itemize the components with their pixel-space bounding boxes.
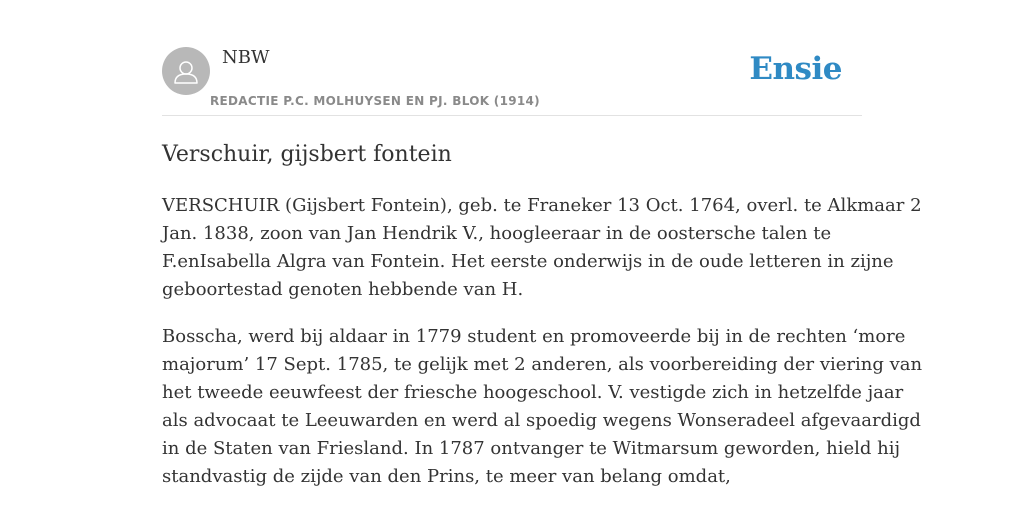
text-line: F.enIsabella Algra van Fontein. Het eerste onderwijs in de oude letteren in zijne — [162, 251, 894, 272]
article-paragraph — [162, 323, 923, 491]
text-line: als advocaat te Leeuwarden en werd al spoedig wegens Wonseradeel afgevaardigd — [162, 410, 921, 431]
text-line: het tweede eeuwfeest der friesche hoogeschool. V. vestigde zich in hetzelfde jaar — [162, 382, 904, 403]
text-line: geboortestad genoten hebbende van H. — [162, 279, 524, 300]
avatar — [162, 47, 210, 95]
text-line: in de Staten van Friesland. In 1787 ontvanger te Witmarsum geworden, hield hij — [162, 438, 901, 459]
user-icon — [162, 47, 210, 95]
brand-logo[interactable]: Ensie — [749, 51, 842, 87]
text-line: Bosscha, werd bij aldaar in 1779 student en promoveerde bij in de rechten ‘more — [162, 326, 906, 347]
source-name: NBW — [222, 47, 270, 68]
article-body — [162, 192, 923, 510]
header-divider — [162, 115, 862, 116]
text-line: Jan. 1838, zoon van Jan Hendrik V., hoogleeraar in de oostersche talen te — [162, 223, 832, 244]
text-line: VERSCHUIR (Gijsbert Fontein), geb. te Franeker 13 Oct. 1764, overl. te Alkmaar 2 — [162, 195, 922, 216]
source-subtitle: REDACTIE P.C. MOLHUYSEN EN PJ. BLOK (1914) — [210, 94, 540, 108]
article-paragraph — [162, 192, 922, 304]
page-title: Verschuir, gijsbert fontein — [162, 142, 452, 167]
text-line: majorum’ 17 Sept. 1785, te gelijk met 2 anderen, als voorbereiding der viering van — [162, 354, 923, 375]
text-line: standvastig de zijde van den Prins, te meer van belang omdat, — [162, 466, 731, 487]
article-card — [162, 0, 923, 512]
